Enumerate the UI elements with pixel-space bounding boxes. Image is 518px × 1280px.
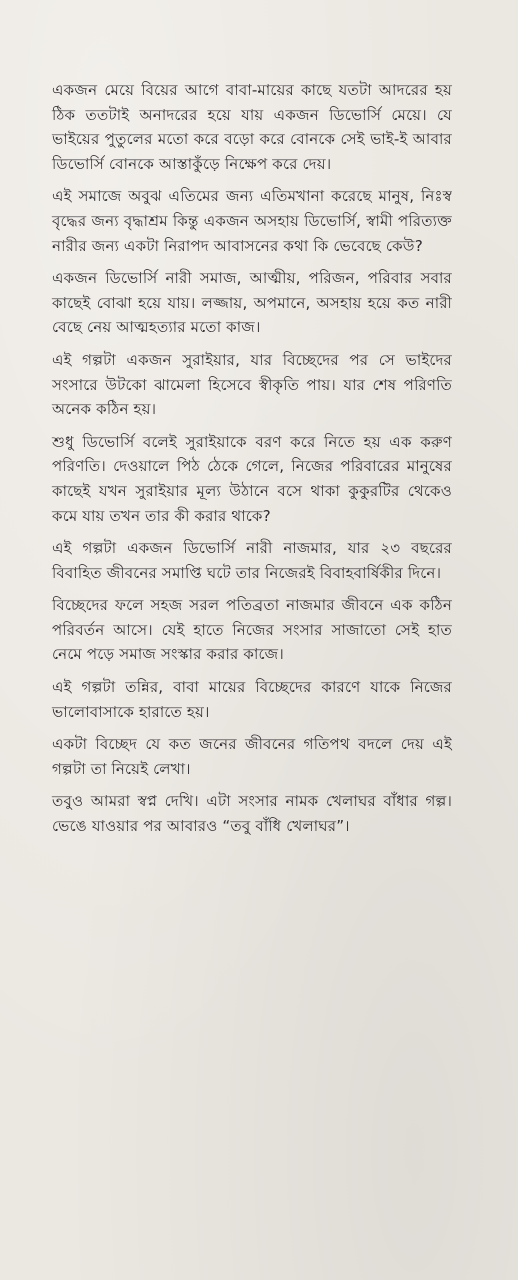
blurb-paragraph: এই সমাজে অবুঝ এতিমের জন্য এতিমখানা করেছে মানুষ, নিঃস্ব বৃদ্ধের জন্য বৃদ্ধাশ্রম কিন্তু একজন অসহায় ডিভোর্সি, স্বামী পরিত্যক্ত নারীর জন্য একটা নিরাপদ আবাসনের কথা কি ভেবেছে কেউ? — [52, 187, 452, 255]
blurb-paragraph: তবুও আমরা স্বপ্ন দেখি। এটা সংসার নামক খেলাঘর বাঁধার গল্প। ভেঙে যাওয়ার পর আবারও “তবু বাঁধি খেলাঘর”। — [52, 792, 452, 836]
blurb-text-block — [52, 78, 452, 847]
blurb-paragraph: একটা বিচ্ছেদ যে কত জনের জীবনের গতিপথ বদলে দেয় এই গল্পটা তা নিয়েই লেখা। — [52, 735, 452, 778]
blurb-paragraph: এই গল্পটা একজন সুরাইয়ার, যার বিচ্ছেদের পর সে ভাইদের সংসারে উটকো ঝামেলা হিসেবে স্বীকৃতি পায়। যার শেষ পরিণতি অনেক কঠিন হয়। — [52, 350, 452, 419]
blurb-paragraph: একজন ডিভোর্সি নারী সমাজ, আত্মীয়, পরিজন, পরিবার সবার কাছেই বোঝা হয়ে যায়। লজ্জায়, অপমানে, অসহায় হয়ে কত নারী বেছে নেয় আত্মহত্যার মতো কাজ। — [52, 269, 452, 337]
blurb-paragraph: শুধু ডিভোর্সি বলেই সুরাইয়াকে বরণ করে নিতে হয় এক করুণ পরিণতি। দেওয়ালে পিঠ ঠেকে গেলে, নিজের পরিবারের মানুষের কাছেই যখন সুরাইয়ার মূল্য উঠানে বসে থাকা কুকুরটির থেকেও কমে যায় তখন তার কী করার থাকে? — [52, 432, 452, 525]
blurb-paragraph: এই গল্পটা একজন ডিভোর্সি নারী নাজমার, যার ২৩ বছরের বিবাহিত জীবনের সমাপ্তি ঘটে তার নিজেরই বিবাহবার্ষিকীর দিনে। — [52, 539, 452, 582]
blurb-paragraph: বিচ্ছেদের ফলে সহজ সরল পতিব্রতা নাজমার জীবনে এক কঠিন পরিবর্তন আসে। যেই হাতে নিজের সংসার সাজাতো সেই হাত নেমে পড়ে সমাজ সংস্কার করার কাজে। — [52, 596, 452, 664]
blurb-paragraph: এই গল্পটা তন্নির, বাবা মায়ের বিচ্ছেদের কারণে যাকে নিজের ভালোবাসাকে হারাতে হয়। — [52, 678, 452, 721]
blurb-paragraph: একজন মেয়ে বিয়ের আগে বাবা-মায়ের কাছে যতটা আদরের হয় ঠিক ততটাই অনাদরের হয়ে যায় একজন ডিভোর্সি মেয়ে। যে ভাইয়ের পুতুলের মতো করে বড়ো করে বোনকে সেই ভাই-ই আবার ডিভোর্সি বোনকে আস্তাকুঁড়ে নিক্ষেপ করে দেয়। — [52, 81, 452, 173]
